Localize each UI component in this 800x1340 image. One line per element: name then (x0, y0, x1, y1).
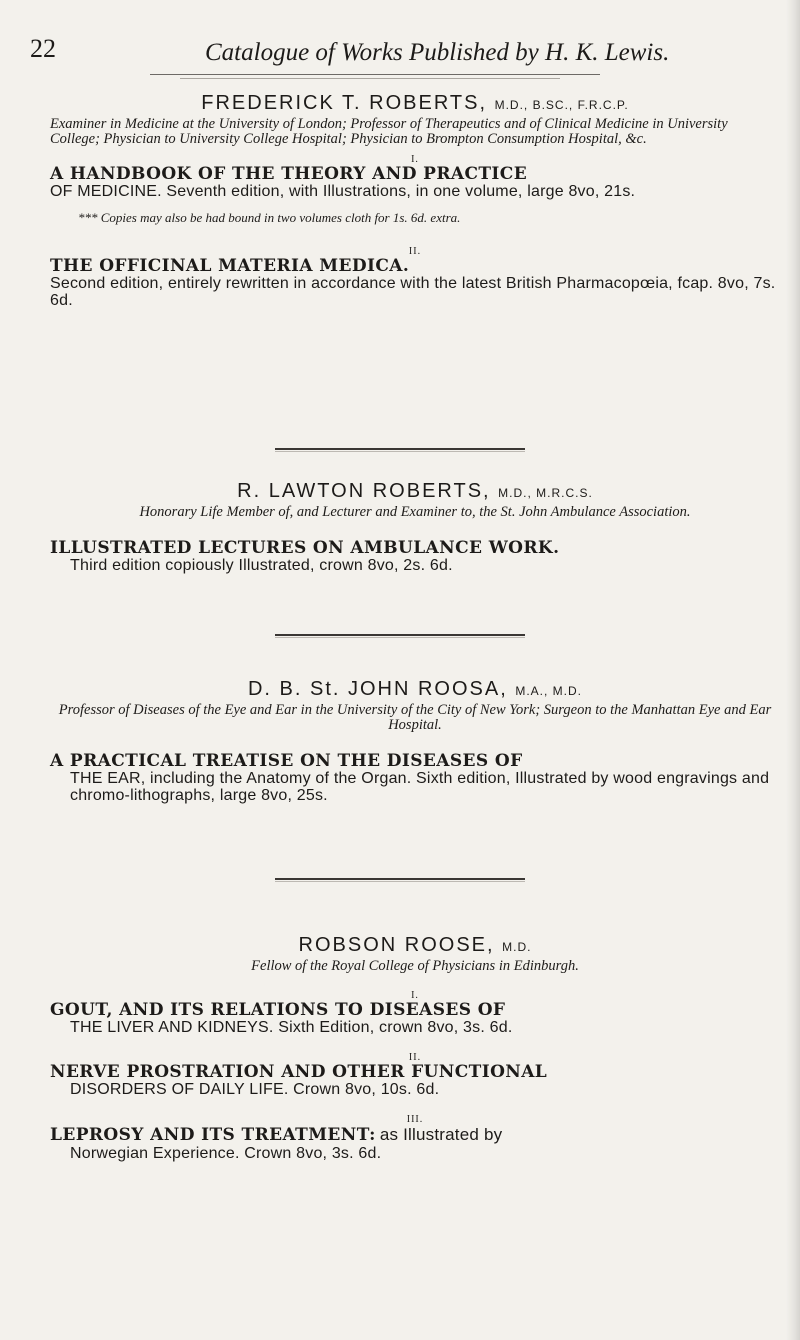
author-qualifications: M.D. (502, 940, 532, 954)
work-edition: Seventh edition, with Illustrations, in one volume, large 8vo, 21s. (166, 183, 636, 200)
author-qualifications: M.D., B.SC., F.R.C.P. (494, 98, 629, 112)
work-details (50, 183, 780, 200)
entry-lawton-roberts (50, 480, 780, 574)
section-divider (275, 878, 525, 880)
work-numeral: I. (411, 990, 419, 1001)
author-heading (50, 92, 780, 115)
work-numeral: II. (408, 1052, 422, 1063)
author-name: ROBSON ROOSE, (298, 934, 495, 956)
work-title: A HANDBOOK OF THE THEORY AND PRACTICE (50, 164, 528, 184)
work-title: LEPROSY AND ITS TREATMENT: (50, 1125, 376, 1145)
note-text: Copies may also be had bound in two volumes cloth for 1s. 6d. extra. (100, 210, 461, 225)
entry-st-john-roosa (50, 678, 780, 804)
page-edge-shadow (786, 0, 800, 1340)
author-description: Professor of Diseases of the Eye and Ear in the University of the City of New York; Surgeon to the Manhattan Eye and Ear Hospital. (58, 702, 772, 733)
work-numeral: III. (406, 1114, 424, 1125)
work-title: A PRACTICAL TREATISE ON THE DISEASES OF (50, 751, 523, 771)
page-header (30, 34, 770, 74)
author-description: Examiner in Medicine at the University of London; Professor of Therapeutics and of Clinical Medicine in University College; Physician to University College Hospital; Physician to Brompton Consumption Hospital, &c. (50, 116, 728, 147)
work-title-line (50, 1126, 780, 1145)
work-title-continued: OF MEDICINE. (50, 183, 162, 200)
work-details: Norwegian Experience. Crown 8vo, 3s. 6d. (70, 1145, 382, 1162)
work-details: DISORDERS OF DAILY LIFE. Crown 8vo, 10s. 6d. (70, 1081, 440, 1098)
work-details: Third edition copiously Illustrated, crown 8vo, 2s. 6d. (70, 557, 453, 574)
work-title: GOUT, AND ITS RELATIONS TO DISEASES OF (50, 1000, 506, 1020)
author-description: Honorary Life Member of, and Lecturer and Examiner to, the St. John Ambulance Association. (139, 504, 691, 520)
section-divider (275, 448, 525, 450)
author-name: R. LAWTON ROBERTS, (237, 480, 491, 502)
work-title: THE OFFICINAL MATERIA MEDICA. (50, 256, 410, 276)
author-name: D. B. St. JOHN ROOSA, (247, 678, 508, 700)
work-title: ILLUSTRATED LECTURES ON AMBULANCE WORK. (50, 538, 560, 558)
entry-robson-roose (50, 934, 780, 1162)
work-details: Second edition, entirely rewritten in accordance with the latest British Pharmacopœia, fcap. 8vo, 7s. 6d. (50, 275, 776, 309)
work-numeral: II. (408, 246, 422, 257)
page-number: 22 (30, 34, 56, 63)
work-title: NERVE PROSTRATION AND OTHER FUNCTIONAL (50, 1062, 548, 1082)
author-qualifications: M.A., M.D. (515, 684, 583, 698)
work-note (50, 210, 780, 226)
entry-frederick-roberts (50, 92, 780, 309)
work-details: THE LIVER AND KIDNEYS. Sixth Edition, crown 8vo, 3s. 6d. (70, 1019, 513, 1036)
work-numeral: I. (411, 154, 419, 165)
author-name: FREDERICK T. ROBERTS, (201, 92, 488, 114)
author-heading (50, 934, 780, 957)
header-rule-faint (180, 78, 560, 79)
section-divider (275, 634, 525, 636)
author-description: Fellow of the Royal College of Physicians in Edinburgh. (251, 958, 579, 974)
author-heading (50, 480, 780, 503)
work-title-continued: as Illustrated by (379, 1125, 503, 1144)
header-rule (150, 74, 600, 75)
author-qualifications: M.D., M.R.C.S. (498, 486, 593, 500)
running-title: Catalogue of Works Published by H. K. Lewis. (205, 39, 670, 66)
note-asterisks: *** (78, 210, 101, 225)
work-details: THE EAR, including the Anatomy of the Organ. Sixth edition, Illustrated by wood engravings and chromo-lithographs, large 8vo, 25s. (70, 770, 770, 804)
author-heading (50, 678, 780, 701)
